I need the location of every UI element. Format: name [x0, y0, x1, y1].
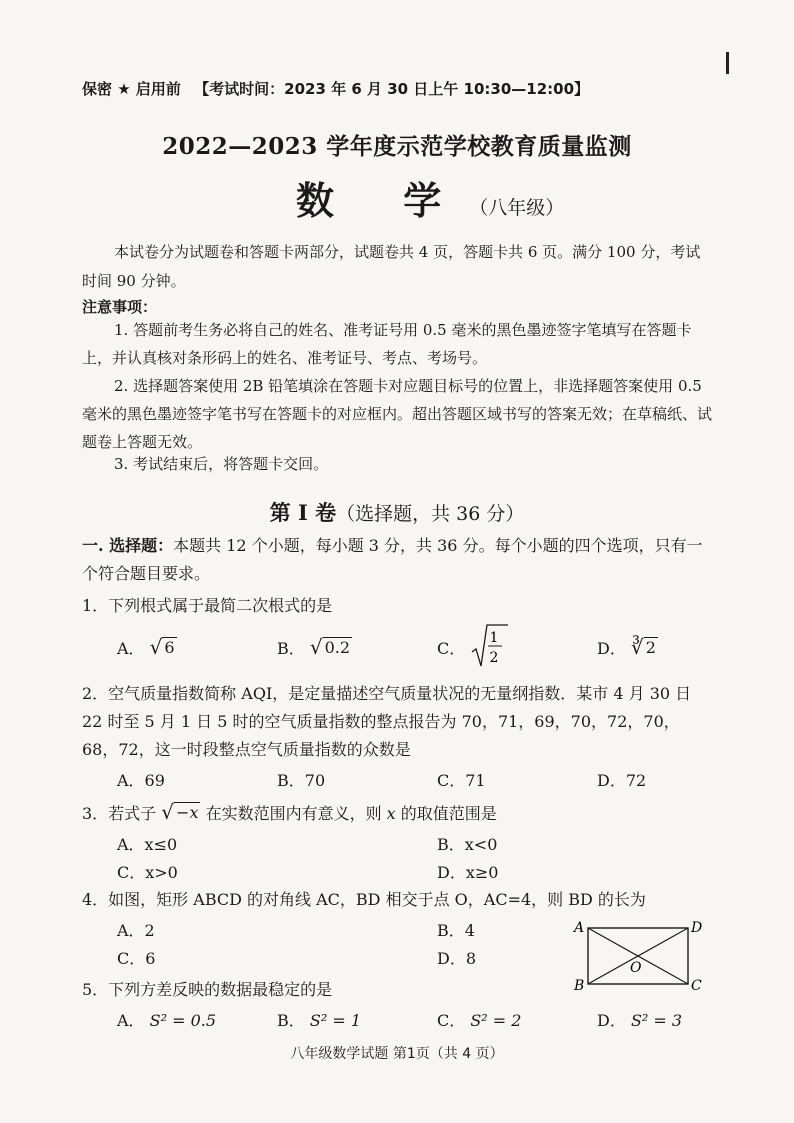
q1-option-a: A． √ 6	[117, 635, 175, 659]
exam-time: 【考试时间：2023 年 6 月 30 日上午 10:30—12:00】	[194, 80, 590, 98]
question-4-stem: 4．如图，矩形 ABCD 的对角线 AC，BD 相交于点 O，AC=4，则 BD 的长为	[82, 890, 646, 909]
cbrt-2: ∛ 2	[630, 635, 656, 659]
notice-item: 3. 考试结束后，将答题卡交回。	[114, 455, 329, 473]
subject-name: 数 学	[296, 178, 470, 223]
label-c: C	[691, 978, 702, 994]
exam-header	[82, 78, 589, 99]
rectangle-abcd-figure	[572, 918, 708, 996]
variance-formula: S² = 2	[470, 1011, 522, 1030]
binding-mark	[726, 52, 729, 74]
subject-heading	[296, 170, 564, 225]
q4-option-d: D．8	[437, 949, 477, 968]
question-1-stem: 1．下列根式属于最简二次根式的是	[82, 596, 333, 615]
q4-option-a: A．2	[117, 921, 155, 940]
question-5-stem: 5．下列方差反映的数据最稳定的是	[82, 980, 333, 999]
variance-formula: S² = 3	[630, 1011, 683, 1030]
sqrt-0-2: √ 0.2	[309, 635, 351, 659]
q5-option-a: A． S² = 0.5	[117, 1011, 217, 1030]
label-b: B	[574, 978, 585, 994]
q5-option-c: C． S² = 2	[437, 1011, 522, 1030]
q4-option-c: C．6	[117, 949, 156, 968]
instruction-text: 本题共 12 个小题，每小题 3 分，共 36 分。每个小题的四个选项，只有一个符合题目要求。	[82, 536, 703, 583]
q3-option-a: A．x≤0	[117, 835, 178, 854]
choice-instruction	[82, 532, 714, 588]
q2-option-c: C．71	[437, 771, 486, 790]
q2-option-a: A．69	[117, 771, 165, 790]
question-2-stem: 2．空气质量指数简称 AQI，是定量描述空气质量状况的无量纲指数．某市 4 月 30 日 22 时至 5 月 1 日 5 时的空气质量指数的整点报告为 70，71，69，70，72，70，68，72，这一时段整点空气质量指数的众数是	[82, 684, 692, 759]
q2-option-b: B．70	[277, 771, 326, 790]
variance-formula: S² = 0.5	[149, 1011, 217, 1030]
q3-option-b: B．x<0	[437, 835, 498, 854]
q2-option-d: D．72	[597, 771, 647, 790]
q4-option-b: B．4	[437, 921, 475, 940]
variance-formula: S² = 1	[309, 1011, 361, 1030]
grade-label: （八年级）	[469, 197, 565, 219]
q3-option-d: D．x≥0	[437, 863, 499, 882]
notice-item: 2. 选择题答案使用 2B 铅笔填涂在答题卡对应题目标号的位置上，非选择题答案使用 0.5 毫米的黑色墨迹签字笔书写在答题卡的对应框内。超出答题区域书写的答案无效；在草稿纸、试题卷上答题无效。	[82, 377, 713, 451]
svg-text:1: 1	[489, 630, 499, 646]
sqrt-half-formula	[470, 622, 510, 670]
notice-item: 1. 答题前考生务必将自己的姓名、准考证号用 0.5 毫米的黑色墨迹签字笔填写在答题卡上，并认真核对条形码上的姓名、准考证号、考点、考场号。	[82, 321, 692, 367]
q1-option-c: C． 1 2	[437, 622, 510, 670]
label-a: A	[574, 920, 585, 936]
exam-title: 2022—2023 学年度示范学校教育质量监测	[162, 133, 632, 160]
svg-text:2: 2	[489, 650, 499, 666]
q5-option-d: D． S² = 3	[597, 1011, 683, 1030]
page-footer: 八年级数学试题 第1页（共 4 页）	[290, 1046, 504, 1062]
notice-heading: 注意事项：	[82, 298, 158, 316]
label-o: O	[630, 960, 642, 976]
section-title	[0, 497, 794, 527]
q3-option-c: C．x>0	[117, 863, 178, 882]
q5-option-b: B． S² = 1	[277, 1011, 361, 1030]
sqrt-neg-x: √ −x	[161, 800, 199, 824]
question-3-stem: 3．若式子 √ −x 在实数范围内有意义，则 x 的取值范围是	[82, 800, 497, 824]
label-d: D	[691, 920, 703, 936]
q1-option-b: B． √ 0.2	[277, 635, 351, 659]
intro-paragraph: 本试卷分为试题卷和答题卡两部分，试题卷共 4 页，答题卡共 6 页。满分 100 分，考试时间 90 分钟。	[82, 243, 701, 290]
confidential-label: 保密 ★ 启用前	[82, 80, 181, 98]
instruction-lead: 一. 选择题：	[82, 536, 174, 555]
q1-option-d: D． ∛ 2	[597, 635, 656, 659]
section-name: 第 I 卷	[269, 500, 337, 525]
section-subtitle: （选择题，共 36 分）	[336, 503, 525, 525]
sqrt-6: √ 6	[149, 635, 175, 659]
